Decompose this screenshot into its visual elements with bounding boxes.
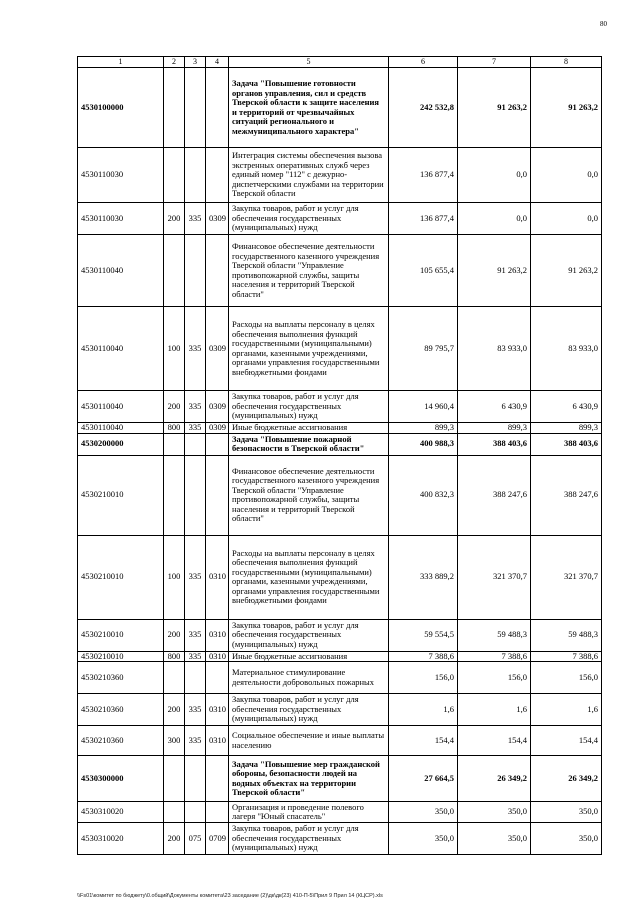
row-value-8: 7 388,6 — [531, 651, 602, 662]
row-c3 — [185, 662, 206, 694]
row-value-6: 1,6 — [389, 694, 458, 726]
row-value-8: 1,6 — [531, 694, 602, 726]
header-col-1: 1 — [78, 57, 164, 68]
row-value-6: 27 664,5 — [389, 756, 458, 802]
table-row — [78, 694, 602, 726]
table-row — [78, 423, 602, 434]
row-c3 — [185, 802, 206, 823]
row-value-8: 0,0 — [531, 148, 602, 203]
row-value-6: 400 832,3 — [389, 455, 458, 535]
row-c3: 335 — [185, 391, 206, 423]
row-code: 4530310020 — [78, 802, 164, 823]
page-number: 80 — [600, 20, 607, 28]
row-value-7: 388 247,6 — [458, 455, 531, 535]
file-path-footer: \\Fs01\комитет по бюджету\0.общий\Документы комитета\23 заседание (2)\дк\дк(23) 410-П-5\Прил 9 Прил 14 (КЦСР).xls — [77, 893, 383, 899]
row-c2: 200 — [164, 391, 185, 423]
row-name: Финансовое обеспечение деятельности государственного казенного учреждения Тверской области "Управление противопожарной службы, защиты населения и территорий Тверской области" — [229, 235, 389, 307]
row-code: 4530110040 — [78, 307, 164, 391]
row-value-7: 899,3 — [458, 423, 531, 434]
row-value-6: 899,3 — [389, 423, 458, 434]
row-c4: 0310 — [206, 535, 229, 619]
table-row — [78, 619, 602, 651]
row-value-7: 0,0 — [458, 148, 531, 203]
row-value-6: 136 877,4 — [389, 203, 458, 235]
row-code: 4530210010 — [78, 455, 164, 535]
row-code: 4530110030 — [78, 203, 164, 235]
table-row — [78, 756, 602, 802]
row-value-6: 350,0 — [389, 823, 458, 855]
row-c3: 335 — [185, 307, 206, 391]
row-value-7: 91 263,2 — [458, 68, 531, 148]
row-value-7: 154,4 — [458, 726, 531, 756]
row-c4: 0309 — [206, 203, 229, 235]
row-code: 4530100000 — [78, 68, 164, 148]
header-col-4: 4 — [206, 57, 229, 68]
row-value-8: 0,0 — [531, 203, 602, 235]
row-value-8: 91 263,2 — [531, 235, 602, 307]
row-c2: 300 — [164, 726, 185, 756]
row-c2: 200 — [164, 619, 185, 651]
row-c2: 200 — [164, 694, 185, 726]
row-value-8: 350,0 — [531, 823, 602, 855]
row-c2: 100 — [164, 307, 185, 391]
row-c2: 800 — [164, 423, 185, 434]
table-row — [78, 68, 602, 148]
row-code: 4530110040 — [78, 423, 164, 434]
row-name: Расходы на выплаты персоналу в целях обеспечения выполнения функций государственными (муниципальными) органами, казенными учреждениями, органами управления государственными внебюджетными фондами — [229, 535, 389, 619]
row-value-6: 105 655,4 — [389, 235, 458, 307]
row-c2 — [164, 662, 185, 694]
row-name: Закупка товаров, работ и услуг для обеспечения государственных (муниципальных) нужд — [229, 391, 389, 423]
row-c2 — [164, 68, 185, 148]
row-c4: 0309 — [206, 423, 229, 434]
table-row — [78, 823, 602, 855]
row-c2: 800 — [164, 651, 185, 662]
row-c4 — [206, 433, 229, 455]
table-body — [78, 68, 602, 855]
row-c3 — [185, 235, 206, 307]
row-code: 4530210010 — [78, 535, 164, 619]
row-c4 — [206, 68, 229, 148]
row-c4 — [206, 662, 229, 694]
table-row — [78, 307, 602, 391]
row-c2: 100 — [164, 535, 185, 619]
row-name: Иные бюджетные ассигнования — [229, 651, 389, 662]
row-value-7: 350,0 — [458, 823, 531, 855]
row-value-6: 14 960,4 — [389, 391, 458, 423]
table-row — [78, 433, 602, 455]
row-code: 4530110040 — [78, 235, 164, 307]
row-c4 — [206, 148, 229, 203]
row-name: Финансовое обеспечение деятельности государственного казенного учреждения Тверской области "Управление противопожарной службы, защиты населения и территорий Тверской области" — [229, 455, 389, 535]
header-col-6: 6 — [389, 57, 458, 68]
row-c3: 335 — [185, 619, 206, 651]
table-row — [78, 203, 602, 235]
row-value-7: 156,0 — [458, 662, 531, 694]
header-col-5: 5 — [229, 57, 389, 68]
row-value-8: 91 263,2 — [531, 68, 602, 148]
row-value-8: 388 247,6 — [531, 455, 602, 535]
row-c2 — [164, 802, 185, 823]
row-name: Расходы на выплаты персоналу в целях обеспечения выполнения функций государственными (муниципальными) органами, казенными учреждениями, органами управления государственными внебюджетными фондами — [229, 307, 389, 391]
row-name: Закупка товаров, работ и услуг для обеспечения государственных (муниципальных) нужд — [229, 203, 389, 235]
table-row — [78, 148, 602, 203]
row-c4 — [206, 756, 229, 802]
header-col-7: 7 — [458, 57, 531, 68]
row-c3: 335 — [185, 423, 206, 434]
row-value-6: 7 388,6 — [389, 651, 458, 662]
row-c3: 335 — [185, 203, 206, 235]
row-c3: 335 — [185, 726, 206, 756]
row-c3 — [185, 433, 206, 455]
row-name: Закупка товаров, работ и услуг для обеспечения государственных (муниципальных) нужд — [229, 694, 389, 726]
row-name: Организация и проведение полевого лагеря "Юный спасатель" — [229, 802, 389, 823]
header-col-8: 8 — [531, 57, 602, 68]
row-c2 — [164, 455, 185, 535]
row-c3: 075 — [185, 823, 206, 855]
row-value-6: 333 889,2 — [389, 535, 458, 619]
row-value-8: 59 488,3 — [531, 619, 602, 651]
row-c3 — [185, 68, 206, 148]
row-c4: 0310 — [206, 651, 229, 662]
row-name: Задача "Повышение готовности органов управления, сил и средств Тверской области к защите населения и территорий от чрезвычайных ситуаций регионального и межмуниципального характера" — [229, 68, 389, 148]
row-value-7: 388 403,6 — [458, 433, 531, 455]
table-row — [78, 802, 602, 823]
row-c4: 0309 — [206, 391, 229, 423]
table-row — [78, 662, 602, 694]
row-value-7: 91 263,2 — [458, 235, 531, 307]
row-c3 — [185, 148, 206, 203]
row-c4: 0310 — [206, 694, 229, 726]
row-value-7: 350,0 — [458, 802, 531, 823]
header-col-3: 3 — [185, 57, 206, 68]
row-value-6: 136 877,4 — [389, 148, 458, 203]
table-row — [78, 726, 602, 756]
row-code: 4530210360 — [78, 726, 164, 756]
row-c3 — [185, 455, 206, 535]
row-c2 — [164, 433, 185, 455]
budget-table — [77, 56, 602, 855]
row-c3: 335 — [185, 651, 206, 662]
row-value-6: 400 988,3 — [389, 433, 458, 455]
row-name: Задача "Повышение мер гражданской обороны, безопасности людей на водных объектах на территории Тверской области" — [229, 756, 389, 802]
row-c3: 335 — [185, 694, 206, 726]
row-code: 4530110040 — [78, 391, 164, 423]
row-c3: 335 — [185, 535, 206, 619]
row-c3 — [185, 756, 206, 802]
row-name: Социальное обеспечение и иные выплаты населению — [229, 726, 389, 756]
row-c2: 200 — [164, 203, 185, 235]
row-value-6: 156,0 — [389, 662, 458, 694]
table-row — [78, 455, 602, 535]
row-code: 4530110030 — [78, 148, 164, 203]
row-value-7: 321 370,7 — [458, 535, 531, 619]
row-value-6: 89 795,7 — [389, 307, 458, 391]
row-name: Закупка товаров, работ и услуг для обеспечения государственных (муниципальных) нужд — [229, 823, 389, 855]
header-col-2: 2 — [164, 57, 185, 68]
row-name: Иные бюджетные ассигнования — [229, 423, 389, 434]
row-c2 — [164, 235, 185, 307]
row-name: Закупка товаров, работ и услуг для обеспечения государственных (муниципальных) нужд — [229, 619, 389, 651]
row-value-6: 242 532,8 — [389, 68, 458, 148]
row-name: Интеграция системы обеспечения вызова экстренных оперативных служб через единый номер "112" с дежурно-диспетчерскими службами на территории Тверской области — [229, 148, 389, 203]
row-value-8: 321 370,7 — [531, 535, 602, 619]
row-code: 4530200000 — [78, 433, 164, 455]
row-c4: 0310 — [206, 619, 229, 651]
row-value-8: 388 403,6 — [531, 433, 602, 455]
row-code: 4530210010 — [78, 619, 164, 651]
row-c4: 0709 — [206, 823, 229, 855]
row-value-6: 59 554,5 — [389, 619, 458, 651]
row-code: 4530210360 — [78, 694, 164, 726]
row-code: 4530210010 — [78, 651, 164, 662]
table-row — [78, 535, 602, 619]
row-value-8: 6 430,9 — [531, 391, 602, 423]
row-c4 — [206, 235, 229, 307]
row-value-8: 26 349,2 — [531, 756, 602, 802]
row-c2 — [164, 756, 185, 802]
row-name: Задача "Повышение пожарной безопасности в Тверской области" — [229, 433, 389, 455]
row-value-8: 350,0 — [531, 802, 602, 823]
row-value-7: 26 349,2 — [458, 756, 531, 802]
row-c4 — [206, 802, 229, 823]
row-value-7: 83 933,0 — [458, 307, 531, 391]
row-code: 4530310020 — [78, 823, 164, 855]
row-code: 4530210360 — [78, 662, 164, 694]
row-value-8: 83 933,0 — [531, 307, 602, 391]
row-value-7: 59 488,3 — [458, 619, 531, 651]
row-c2: 200 — [164, 823, 185, 855]
row-c4: 0310 — [206, 726, 229, 756]
row-name: Материальное стимулирование деятельности добровольных пожарных — [229, 662, 389, 694]
table-row — [78, 235, 602, 307]
row-value-8: 154,4 — [531, 726, 602, 756]
table-header-row — [78, 57, 602, 68]
row-code: 4530300000 — [78, 756, 164, 802]
row-value-7: 6 430,9 — [458, 391, 531, 423]
row-c4: 0309 — [206, 307, 229, 391]
table-row — [78, 651, 602, 662]
row-value-7: 0,0 — [458, 203, 531, 235]
row-value-6: 154,4 — [389, 726, 458, 756]
row-value-8: 899,3 — [531, 423, 602, 434]
row-value-8: 156,0 — [531, 662, 602, 694]
row-value-6: 350,0 — [389, 802, 458, 823]
table-row — [78, 391, 602, 423]
row-c2 — [164, 148, 185, 203]
row-value-7: 7 388,6 — [458, 651, 531, 662]
row-value-7: 1,6 — [458, 694, 531, 726]
row-c4 — [206, 455, 229, 535]
